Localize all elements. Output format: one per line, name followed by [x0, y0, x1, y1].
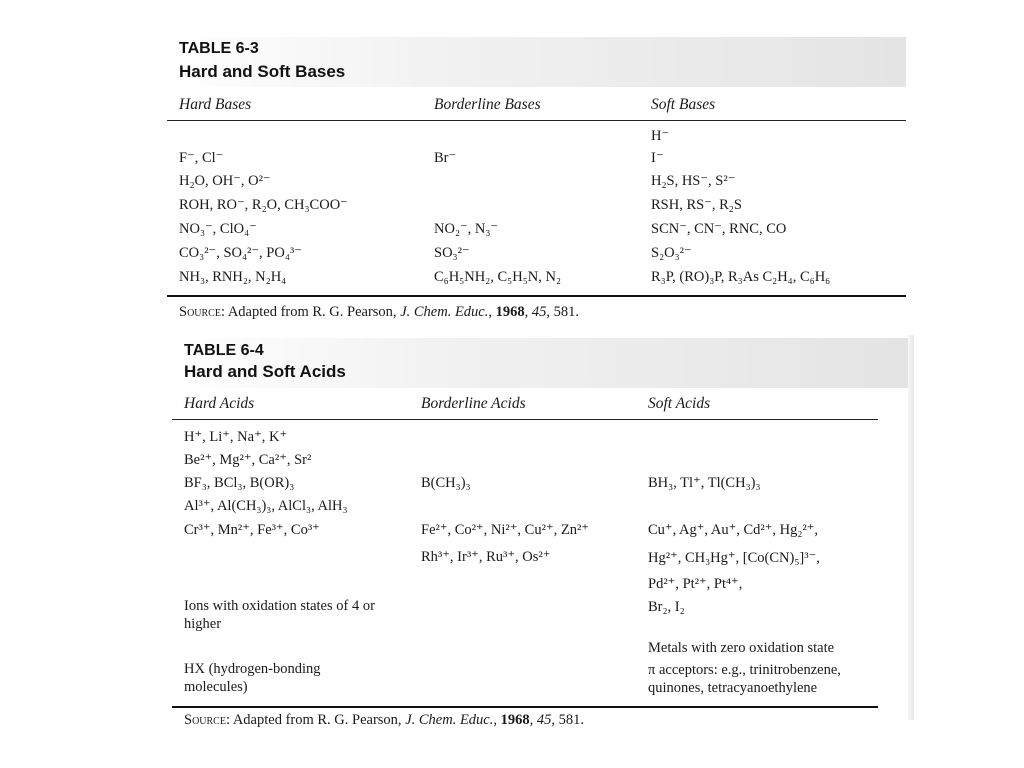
source-label: Source [179, 304, 221, 320]
soft-base-cell: S₂O₃²⁻ [651, 245, 692, 261]
column-header-soft-bases: Soft Bases [651, 96, 716, 113]
column-header-borderline-bases: Borderline Bases [434, 96, 541, 113]
hard-base-cell: NH₃, RNH₂, N₂H₄ [179, 269, 287, 285]
borderline-acid-cell: B(CH₃)₃ [421, 475, 471, 491]
header-rule [172, 419, 878, 420]
table-source-note: Source: Adapted from R. G. Pearson, J. Chem. Educ., 1968, 45, 581. [184, 712, 584, 728]
column-header-soft-acids: Soft Acids [648, 395, 711, 412]
hard-acid-cell: H⁺, Li⁺, Na⁺, K⁺ [184, 429, 288, 445]
soft-base-cell: H₂S, HS⁻, S²⁻ [651, 173, 736, 189]
soft-base-cell: H⁻ [651, 128, 670, 144]
hard-acid-cell: BF₃, BCl₃, B(OR)₃ [184, 475, 295, 491]
hard-base-cell: F⁻, Cl⁻ [179, 150, 224, 166]
column-header-hard-acids: Hard Acids [184, 395, 255, 412]
soft-base-cell: SCN⁻, CN⁻, RNC, CO [651, 221, 787, 237]
soft-acid-cell: Pd²⁺, Pt²⁺, Pt⁴⁺, [648, 576, 743, 592]
source-volume: 45 [536, 712, 552, 728]
hard-acid-cell: Ions with oxidation states of 4 or higher [184, 598, 375, 632]
source-year: 1968 [495, 304, 525, 320]
borderline-acid-cell: Fe²⁺, Co²⁺, Ni²⁺, Cu²⁺, Zn²⁺ [421, 522, 589, 538]
soft-acid-cell: Hg²⁺, CH₃Hg⁺, [Co(CN)₅]³⁻, [648, 550, 820, 566]
borderline-base-cell: NO₂⁻, N₃⁻ [434, 221, 499, 237]
soft-acid-cell: BH₃, Tl⁺, Tl(CH₃)₃ [648, 475, 761, 491]
soft-acid-cell: Br₂, I₂ [648, 599, 685, 615]
borderline-base-cell: C₆H₅NH₂, C₅H₅N, N₂ [434, 269, 562, 285]
soft-base-cell: R₃P, (RO)₃P, R₃As C₂H₄, C₆H₆ [651, 269, 831, 285]
table-title: Hard and Soft Acids [184, 362, 346, 381]
header-rule [167, 120, 906, 121]
column-header-borderline-acids: Borderline Acids [421, 395, 526, 412]
hard-base-cell: NO₃⁻, ClO₄⁻ [179, 221, 257, 237]
hard-acid-cell: Al³⁺, Al(CH₃)₃, AlCl₃, AlH₃ [184, 498, 348, 514]
borderline-base-cell: SO₃²⁻ [434, 245, 470, 261]
hard-acid-cell: Cr³⁺, Mn²⁺, Fe³⁺, Co³⁺ [184, 522, 320, 538]
soft-acid-cell: Metals with zero oxidation state [648, 640, 835, 656]
table-number: TABLE 6-3 [179, 40, 259, 57]
table-bottom-rule [172, 706, 878, 708]
hard-base-cell: H₂O, OH⁻, O²⁻ [179, 173, 271, 189]
borderline-acid-cell: Rh³⁺, Ir³⁺, Ru³⁺, Os²⁺ [421, 549, 551, 565]
source-journal: J. Chem. Educ. [400, 304, 489, 320]
soft-acid-cell: quinones, tetracyanoethylene [648, 680, 818, 696]
soft-base-cell: RSH, RS⁻, R₂S [651, 197, 742, 213]
borderline-base-cell: Br⁻ [434, 150, 457, 166]
hard-acid-cell: HX (hydrogen-bonding molecules) [184, 661, 321, 695]
source-label: Source [184, 712, 226, 728]
source-page: , 581. [546, 304, 579, 320]
hard-base-cell: ROH, RO⁻, R₂O, CH₃COO⁻ [179, 197, 348, 213]
source-year: 1968 [500, 712, 530, 728]
source-prefix: : Adapted from R. G. Pearson, [225, 712, 406, 728]
table-number: TABLE 6-4 [184, 342, 264, 359]
soft-acid-cell: Cu⁺, Ag⁺, Au⁺, Cd²⁺, Hg₂²⁺, [648, 522, 819, 538]
soft-base-cell: I⁻ [651, 150, 664, 166]
hard-base-cell: CO₃²⁻, SO₄²⁻, PO₄³⁻ [179, 245, 302, 261]
source-volume: 45 [531, 304, 547, 320]
table-source-note: Source: Adapted from R. G. Pearson, J. Chem. Educ., 1968, 45, 581. [179, 304, 579, 320]
source-journal: J. Chem. Educ. [405, 712, 494, 728]
scan-page-edge [908, 335, 914, 720]
soft-acid-cell: π acceptors: e.g., trinitrobenzene, [648, 662, 841, 678]
table-bottom-rule [167, 295, 906, 297]
column-header-hard-bases: Hard Bases [179, 96, 252, 113]
source-page: , 581. [551, 712, 584, 728]
table-title: Hard and Soft Bases [179, 62, 346, 81]
hard-acid-cell: Be²⁺, Mg²⁺, Ca²⁺, Sr² [184, 452, 312, 468]
source-prefix: : Adapted from R. G. Pearson, [220, 304, 401, 320]
